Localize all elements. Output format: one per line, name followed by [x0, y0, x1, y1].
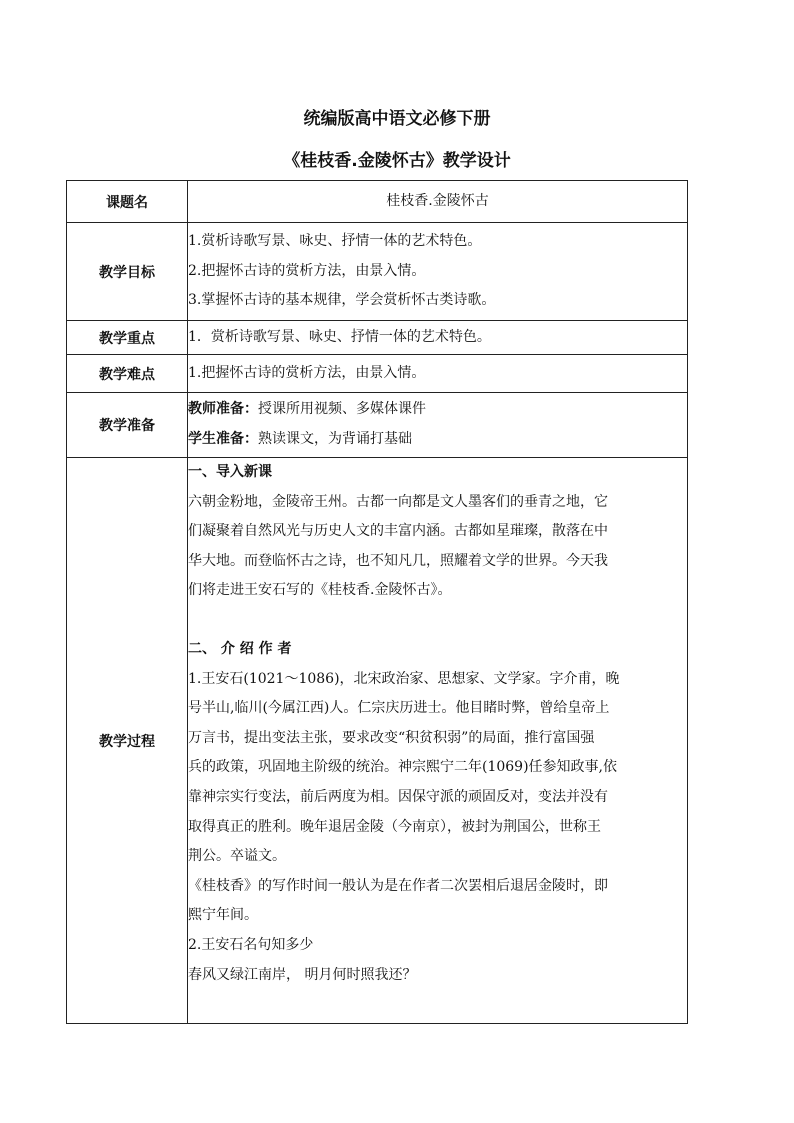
row-label-process: 教学过程 — [67, 458, 188, 1024]
paragraph-line: 靠神宗实行变法，前后两度为相。因保守派的顽固反对，变法并没有 — [188, 788, 608, 805]
section-heading-author: 二、 介 绍 作 者 — [188, 640, 292, 657]
paragraph-line: 《桂枝香》的写作时间一般认为是在作者二次罢相后退居金陵时，即 — [188, 877, 608, 894]
section-heading-intro: 一、导入新课 — [188, 464, 272, 480]
paragraph-line: 号半山,临川(今属江西)人。仁宗庆历进士。他目睹时弊，曾给皇帝上 — [188, 700, 610, 717]
paragraph-line: 2.王安石名句知多少 — [188, 936, 314, 953]
row-goals — [67, 223, 688, 321]
row-label-key-points: 教学重点 — [67, 321, 188, 355]
paragraph-line: 六朝金粉地，金陵帝王州。古都一向都是文人墨客们的垂青之地，它 — [188, 493, 608, 510]
paragraph-line: 春风又绿江南岸， 明月何时照我还？ — [188, 966, 417, 983]
key-point-item: 1．赏析诗歌写景、咏史、抒情一体的艺术特色。 — [188, 328, 491, 345]
teacher-preparation-label: 教师准备： — [188, 401, 258, 418]
teacher-preparation-value: 授课所用视频、多媒体课件 — [258, 401, 426, 418]
row-label-preparation: 教学准备 — [67, 393, 188, 458]
paragraph-line: 熙宁年间。 — [188, 907, 258, 924]
paragraph-line: 们凝聚着自然风光与历史人文的丰富内涵。古都如星璀璨，散落在中 — [188, 523, 608, 540]
document-title: 统编版高中语文必修下册 — [303, 109, 491, 129]
goal-item: 3.掌握怀古诗的基本规律，学会赏析怀古类诗歌。 — [188, 292, 496, 309]
blank-line — [188, 606, 687, 635]
row-label-goals: 教学目标 — [67, 223, 188, 321]
paragraph-line: 兵的政策，巩固地主阶级的统治。神宗熙宁二年(1069)任参知政事,依 — [188, 759, 618, 776]
goal-item: 2.把握怀古诗的赏析方法，由景入情。 — [188, 262, 426, 279]
row-label-topic: 课题名 — [67, 181, 188, 223]
preparation-cell — [188, 393, 688, 458]
document-subtitle: 《桂枝香.金陵怀古》教学设计 — [283, 151, 511, 171]
goals-cell — [188, 223, 688, 321]
key-points-value — [188, 321, 688, 355]
difficulty-item: 1.把握怀古诗的赏析方法，由景入情。 — [188, 364, 426, 381]
row-label-difficulties: 教学难点 — [67, 355, 188, 393]
student-preparation — [188, 425, 687, 455]
row-process — [67, 458, 688, 1024]
student-preparation-value: 熟读课文，为背诵打基础 — [258, 431, 412, 447]
process-cell — [188, 458, 688, 1024]
difficulties-value — [188, 355, 688, 393]
paragraph-line: 万言书，提出变法主张，要求改变“积贫积弱”的局面，推行富国强 — [188, 729, 595, 746]
paragraph-line: 1.王安石(1021～1086)，北宋政治家、思想家、文学家。字介甫，晚 — [188, 670, 620, 687]
paragraph-line: 华大地。而登临怀古之诗，也不知凡几，照耀着文学的世界。今天我 — [188, 552, 608, 569]
teacher-preparation — [188, 395, 687, 425]
row-difficulties — [67, 355, 688, 393]
row-preparation — [67, 393, 688, 458]
row-key-points — [67, 321, 688, 355]
row-topic — [67, 181, 688, 223]
topic-value: 桂枝香.金陵怀古 — [188, 181, 688, 223]
paragraph-line: 取得真正的胜利。晚年退居金陵（今南京），被封为荆国公，世称王 — [188, 818, 601, 835]
student-preparation-label: 学生准备： — [188, 431, 258, 447]
lesson-plan-table — [66, 180, 688, 1024]
goal-item: 1.赏析诗歌写景、咏史、抒情一体的艺术特色。 — [188, 233, 482, 250]
paragraph-line: 荆公。卒谥文。 — [188, 848, 286, 865]
paragraph-line: 们将走进王安石写的《桂枝香.金陵怀古》。 — [188, 582, 452, 599]
